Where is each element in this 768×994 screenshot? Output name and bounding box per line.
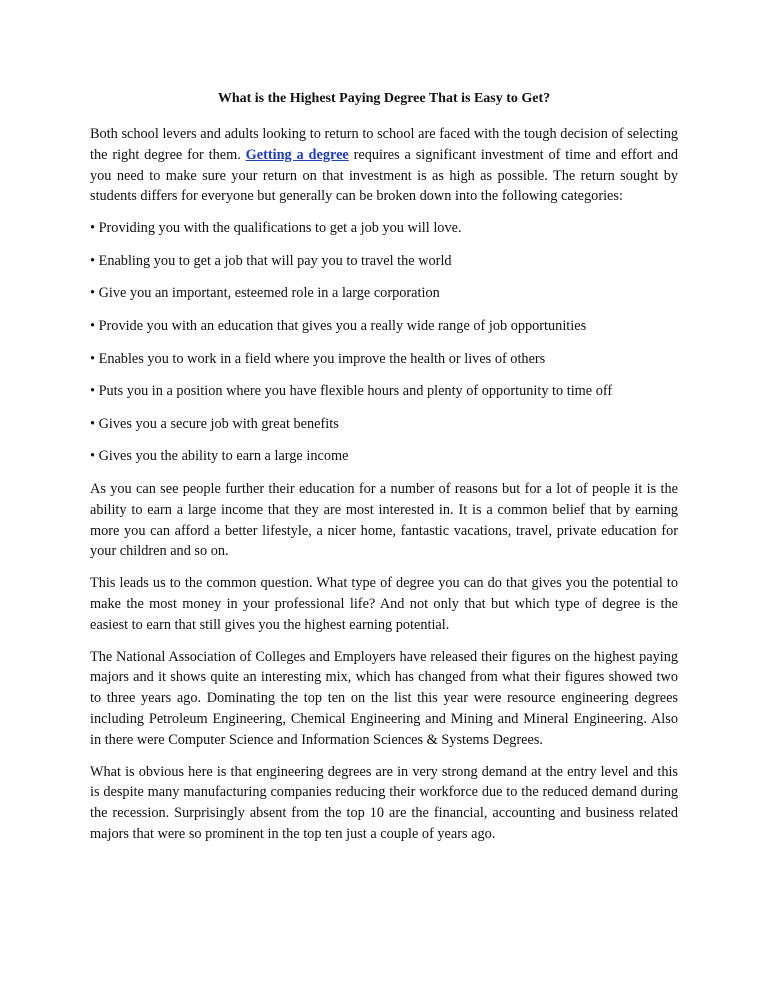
intro-text-before-link: Both school levers and adults looking to return to school are faced with the tough decision of selecting the right degree for them. xyxy=(90,126,678,163)
bullet-item: • Enabling you to get a job that will pay you to travel the world xyxy=(90,252,452,269)
document-title: What is the Highest Paying Degree That is Easy to Get? xyxy=(217,91,551,106)
document-page xyxy=(90,89,678,845)
bullet-item: • Enables you to work in a field where you improve the health or lives of others xyxy=(90,350,546,367)
bullet-item: • Gives you a secure job with great benefits xyxy=(90,415,339,432)
getting-a-degree-link[interactable]: Getting a degree xyxy=(245,146,349,163)
body-paragraph: The National Association of Colleges and Employers have released their figures on the highest paying majors and it shows quite an interesting mix, which has changed from what their figures showed two to three years ago. Dominating the top ten on the list this year were resource engineering degrees including Petroleum Engineering, Chemical Engineering and Mining and Mineral Engineering. Also in there were Computer Science and Information Sciences & Systems Degrees. xyxy=(90,648,678,748)
bullet-item: • Gives you the ability to earn a large income xyxy=(90,448,349,465)
bullet-item: • Puts you in a position where you have flexible hours and plenty of opportunity to time off xyxy=(90,383,613,400)
intro-paragraph xyxy=(90,124,678,207)
body-paragraph: What is obvious here is that engineering degrees are in very strong demand at the entry level and this is despite many manufacturing companies reducing their workforce due to the reduced demand during the recession. Surprisingly absent from the top 10 are the financial, accounting and business related majors that were so prominent in the top ten just a couple of years ago. xyxy=(90,763,678,842)
bullet-item: • Give you an important, esteemed role in a large corporation xyxy=(90,285,440,302)
bullet-item: • Provide you with an education that gives you a really wide range of job opportunities xyxy=(90,317,587,334)
bullet-item: • Providing you with the qualifications to get a job you will love. xyxy=(90,220,462,237)
intro-text-after-link: requires a significant investment of time and effort and you need to make sure your return on that investment is as high as possible. The return sought by students differs for everyone but generally can be broken down into the following categories: xyxy=(90,146,678,205)
body-paragraph: This leads us to the common question. What type of degree you can do that gives you the potential to make the most money in your professional life? And not only that but which type of degree is the easiest to earn that still gives you the highest earning potential. xyxy=(90,575,678,633)
body-paragraph: As you can see people further their education for a number of reasons but for a lot of people it is the ability to earn a large income that they are most interested in. It is a common belief that by earning more you can afford a better lifestyle, a nicer home, fantastic vacations, travel, private education for your children and so on. xyxy=(90,480,678,560)
